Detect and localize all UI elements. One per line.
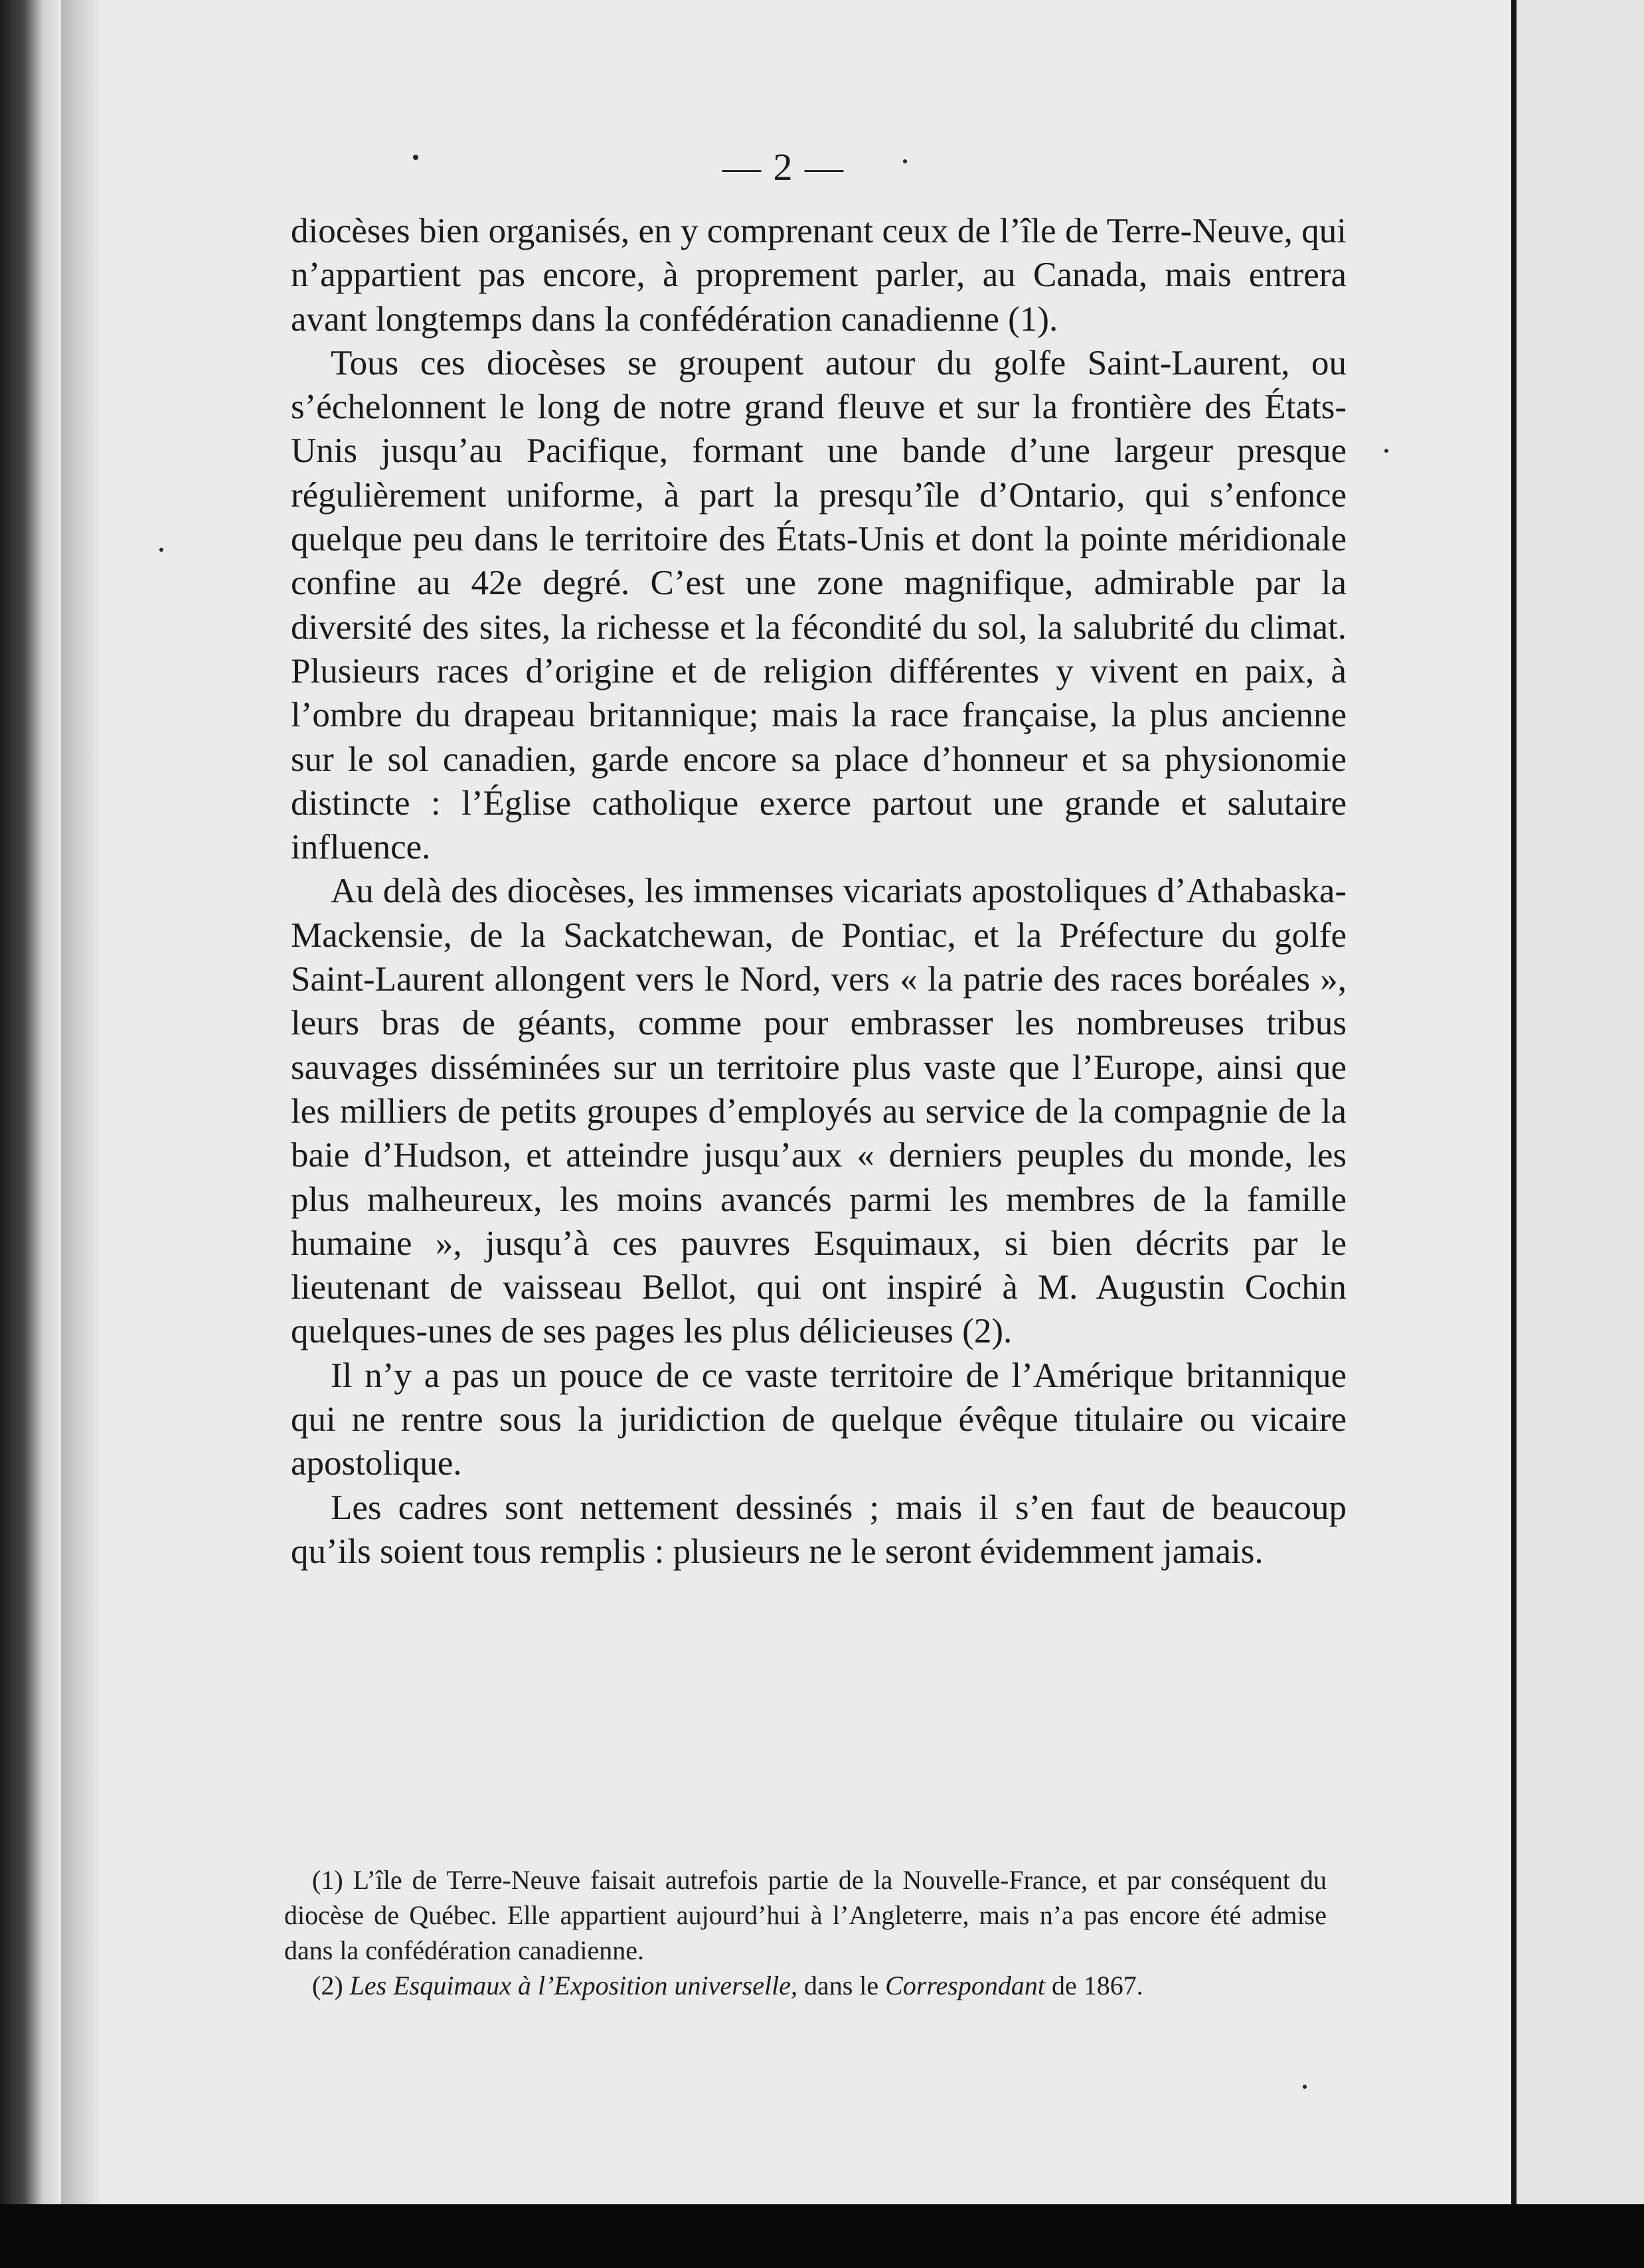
dust-speck [1384, 449, 1388, 453]
gutter-shadow [61, 0, 101, 2204]
footnote-2-end: de 1867. [1044, 1971, 1143, 2000]
paragraph-continuation: diocèses bien organisés, en y comprenant ceux de l’île de Terre-Neuve, qui n’appartient pas encore, à proprement parler, au Canada, mais entrera avant longtemps dans la confédération canadienne (1). [291, 212, 1347, 339]
dust-speck [1303, 2085, 1307, 2089]
paragraph-cadres: Les cadres sont nettement dessinés ; mais il s’en faut de beaucoup qu’ils soient tous remplis : plusieurs ne le seront évidemment jamais. [291, 1488, 1347, 1571]
footnote-2 [284, 1968, 1327, 2003]
binding-edge [0, 0, 61, 2268]
paragraph-jurisdiction: Il n’y a pas un pouce de ce vaste territoire de l’Amérique britannique qui ne rentre sous la juridiction de quelque évêque titulaire ou vicaire apostolique. [291, 1356, 1347, 1483]
footnote-2-marker: (2) [312, 1971, 343, 2000]
adjacent-page-edge [1517, 0, 1644, 2211]
body-text [291, 209, 1347, 1574]
dust-speck [413, 155, 418, 160]
footnote-2-title: Les Esquimaux à l’Exposition universelle, [349, 1971, 797, 2000]
paragraph-vicariats: Au delà des diocèses, les immenses vicariats apostoliques d’Athabaska-Mackensie, de la Sackatchewan, de Pontiac, et la Préfecture du golfe Saint-Laurent allongent vers le Nord, vers « la patrie des races boréales », leurs bras de géants, comme pour embrasser les nombreuses tribus sauvages disséminées sur un territoire plus vaste que l’Europe, ainsi que les milliers de petits groupes d’employés au service de la compagnie de la baie d’Hudson, et atteindre jusqu’aux « derniers peuples du monde, les plus malheureux, les moins avancés parmi les membres de la famille humaine », jusqu’à ces pauvres Esquimaux, si bien décrits par le lieutenant de vaisseau Bellot, qui ont inspiré à M. Augustin Cochin quelques-unes de ses pages les plus délicieuses (2). [291, 872, 1347, 1351]
page-number: — 2 — [722, 145, 845, 189]
footnotes [284, 1862, 1327, 2003]
dust-speck [903, 159, 907, 163]
footnote-2-mid: dans le [797, 1971, 886, 2000]
dust-speck [159, 548, 163, 552]
paragraph-dioceses-geography: Tous ces diocèses se groupent autour du golfe Saint-Laurent, ou s’échelonnent le long de notre grand fleuve et sur la frontière des États-Unis jusqu’au Pacifique, formant une bande d’une largeur presque régulièrement uniforme, à part la presqu’île d’Ontario, qui s’enfonce quelque peu dans le territoire des États-Unis et dont la pointe méridionale confine au 42e degré. C’est une zone magnifique, admirable par la diversité des sites, la richesse et la fécondité du sol, la salubrité du climat. Plusieurs races d’origine et de religion différentes y vivent en paix, à l’ombre du drapeau britannique; mais la race française, la plus ancienne sur le sol canadien, garde encore sa place d’honneur et sa physionomie distincte : l’Église catholique exerce partout une grande et salutaire influence. [291, 343, 1347, 867]
scan-bottom-border [0, 2204, 1644, 2268]
footnote-2-journal: Correspondant [885, 1971, 1045, 2000]
footnote-1: (1) L’île de Terre-Neuve faisait autrefois partie de la Nouvelle-France, et par conséquent du diocèse de Québec. Elle appartient aujourd’hui à l’Angleterre, mais n’a pas encore été admise dans la confédération canadienne. [284, 1865, 1327, 1965]
